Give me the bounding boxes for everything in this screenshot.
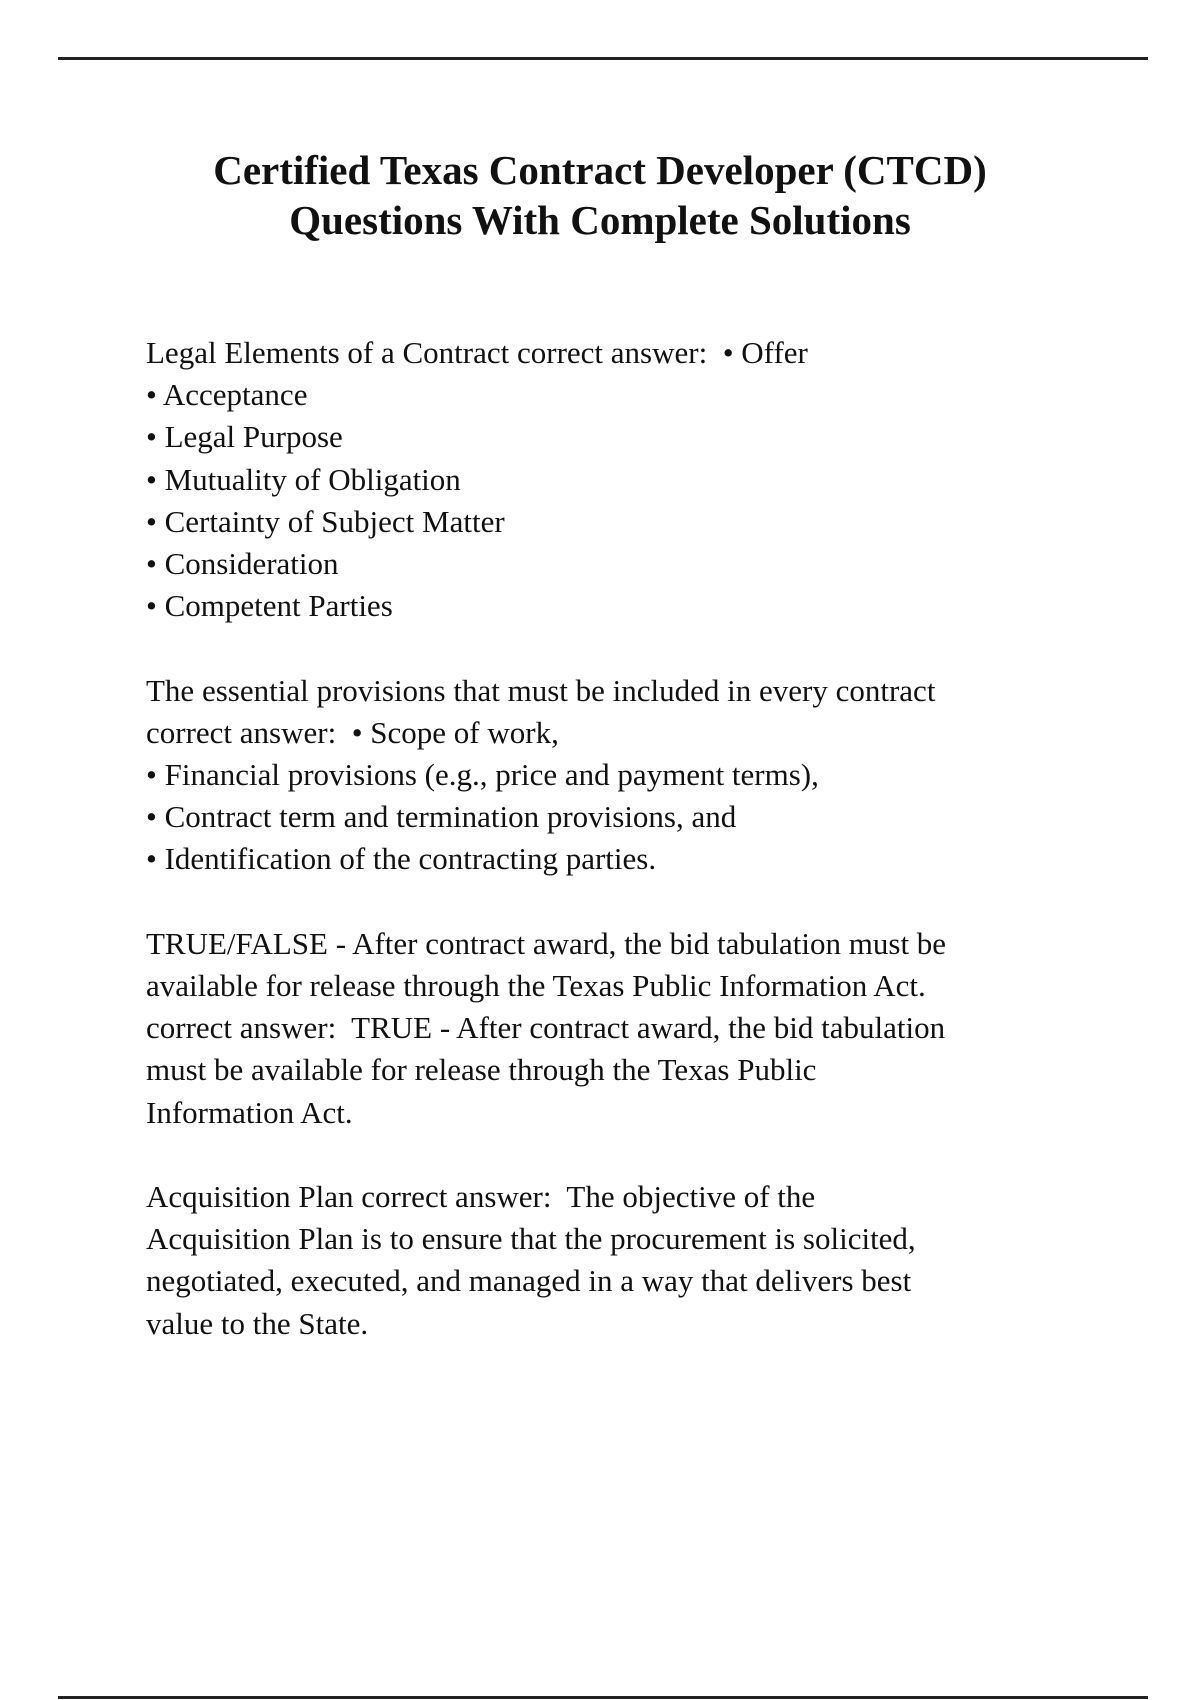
text-line: correct answer: TRUE - After contract award, the bid tabulation <box>146 1010 946 1046</box>
title-line-1: Certified Texas Contract Developer (CTCD) <box>213 147 987 193</box>
document-title <box>0 145 1200 245</box>
text-line: • Contract term and termination provisions, and <box>146 799 737 835</box>
text-line: TRUE/FALSE - After contract award, the bid tabulation must be <box>146 925 947 961</box>
text-line: value to the State. <box>146 1305 369 1341</box>
qa-paragraph <box>146 1176 1106 1345</box>
title-line-2: Questions With Complete Solutions <box>289 197 911 243</box>
text-line: • Legal Purpose <box>146 419 343 455</box>
text-line: Acquisition Plan is to ensure that the procurement is solicited, <box>146 1221 916 1257</box>
document-body <box>146 332 1106 1387</box>
text-line: • Identification of the contracting parties. <box>146 841 657 877</box>
text-line: must be available for release through the Texas Public <box>146 1052 817 1088</box>
text-line: • Competent Parties <box>146 588 393 624</box>
text-line: • Certainty of Subject Matter <box>146 503 505 539</box>
text-line: negotiated, executed, and managed in a way that delivers best <box>146 1263 912 1299</box>
text-line: • Consideration <box>146 546 339 582</box>
text-line: • Acceptance <box>146 377 308 413</box>
text-line: Acquisition Plan correct answer: The objective of the <box>146 1179 816 1215</box>
text-line: • Mutuality of Obligation <box>146 461 461 497</box>
text-line: correct answer: • Scope of work, <box>146 714 559 750</box>
footer-rule <box>58 1696 1148 1699</box>
qa-paragraph <box>146 332 1106 627</box>
qa-paragraph <box>146 670 1106 881</box>
header-rule <box>58 57 1148 60</box>
text-line: available for release through the Texas Public Information Act. <box>146 968 926 1004</box>
text-line: The essential provisions that must be included in every contract <box>146 672 936 708</box>
qa-paragraph <box>146 923 1106 1134</box>
text-line: • Financial provisions (e.g., price and payment terms), <box>146 757 819 793</box>
text-line: Information Act. <box>146 1094 353 1130</box>
text-line: Legal Elements of a Contract correct answer: • Offer <box>146 335 808 370</box>
